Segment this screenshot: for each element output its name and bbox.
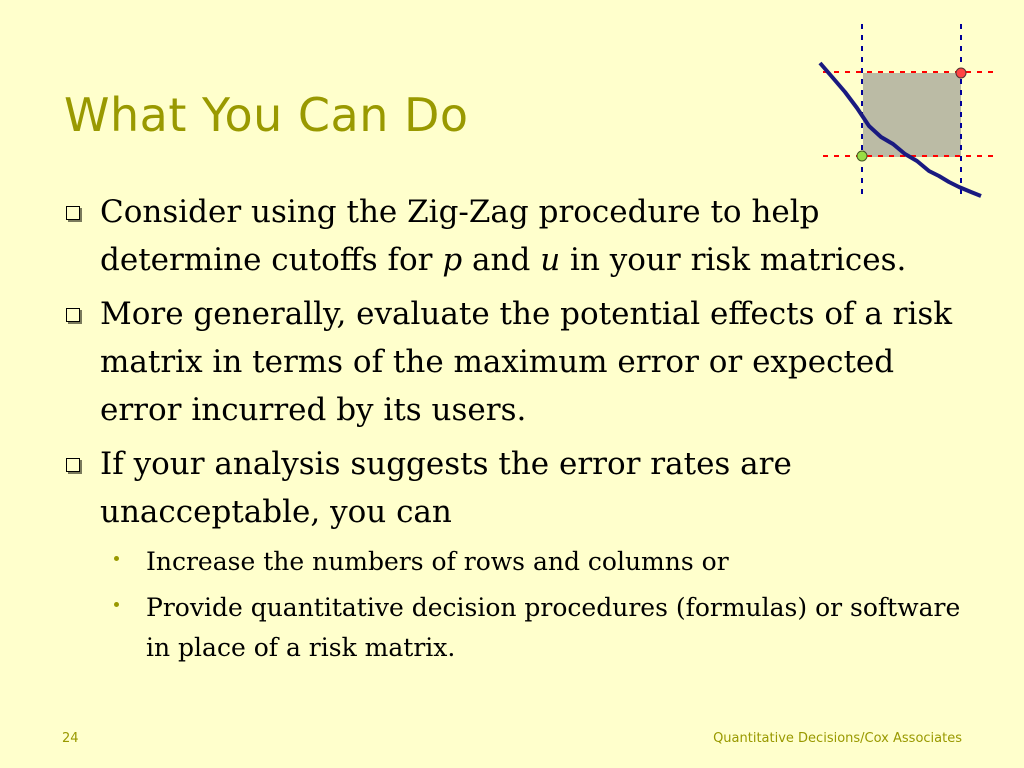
bullet-2-text: More generally, evaluate the potential effects of a risk matrix in terms of the maximum error or expected error incurred by its users. [100,296,953,428]
bullet-3-text: If your analysis suggests the error rates are unacceptable, you can [100,446,792,530]
bullet-1-text-b: and [462,242,541,278]
slide-content [64,188,964,674]
bullet-1 [64,188,964,284]
shaded-box [863,73,961,157]
sub-bullet-2 [64,588,964,668]
square-bullet-icon [66,458,80,472]
bullet-1-var-u: u [540,242,561,278]
bullet-1-text-a: Consider using the Zig-Zag procedure to help determine cutoffs for [100,194,820,278]
sub-bullet-2-text: Provide quantitative decision procedures (formulas) or software in place of a risk matrix. [146,593,961,662]
square-bullet-icon [66,308,80,322]
zigzag-diagram-icon [815,20,995,200]
bullet-2 [64,290,964,434]
square-bullet-icon [66,206,80,220]
red-point [956,68,966,78]
sub-bullet-1-text: Increase the numbers of rows and columns or [146,547,729,576]
footer-text: Quantitative Decisions/Cox Associates [713,731,962,746]
bullet-3 [64,440,964,536]
bullet-1-var-p: p [442,242,463,278]
green-point [857,151,867,161]
bullet-1-text-c: in your risk matrices. [560,242,907,278]
page-number: 24 [62,731,79,746]
dot-bullet-icon [114,556,119,561]
sub-bullet-1 [64,542,964,582]
slide-title: What You Can Do [64,88,469,142]
dot-bullet-icon [114,602,119,607]
